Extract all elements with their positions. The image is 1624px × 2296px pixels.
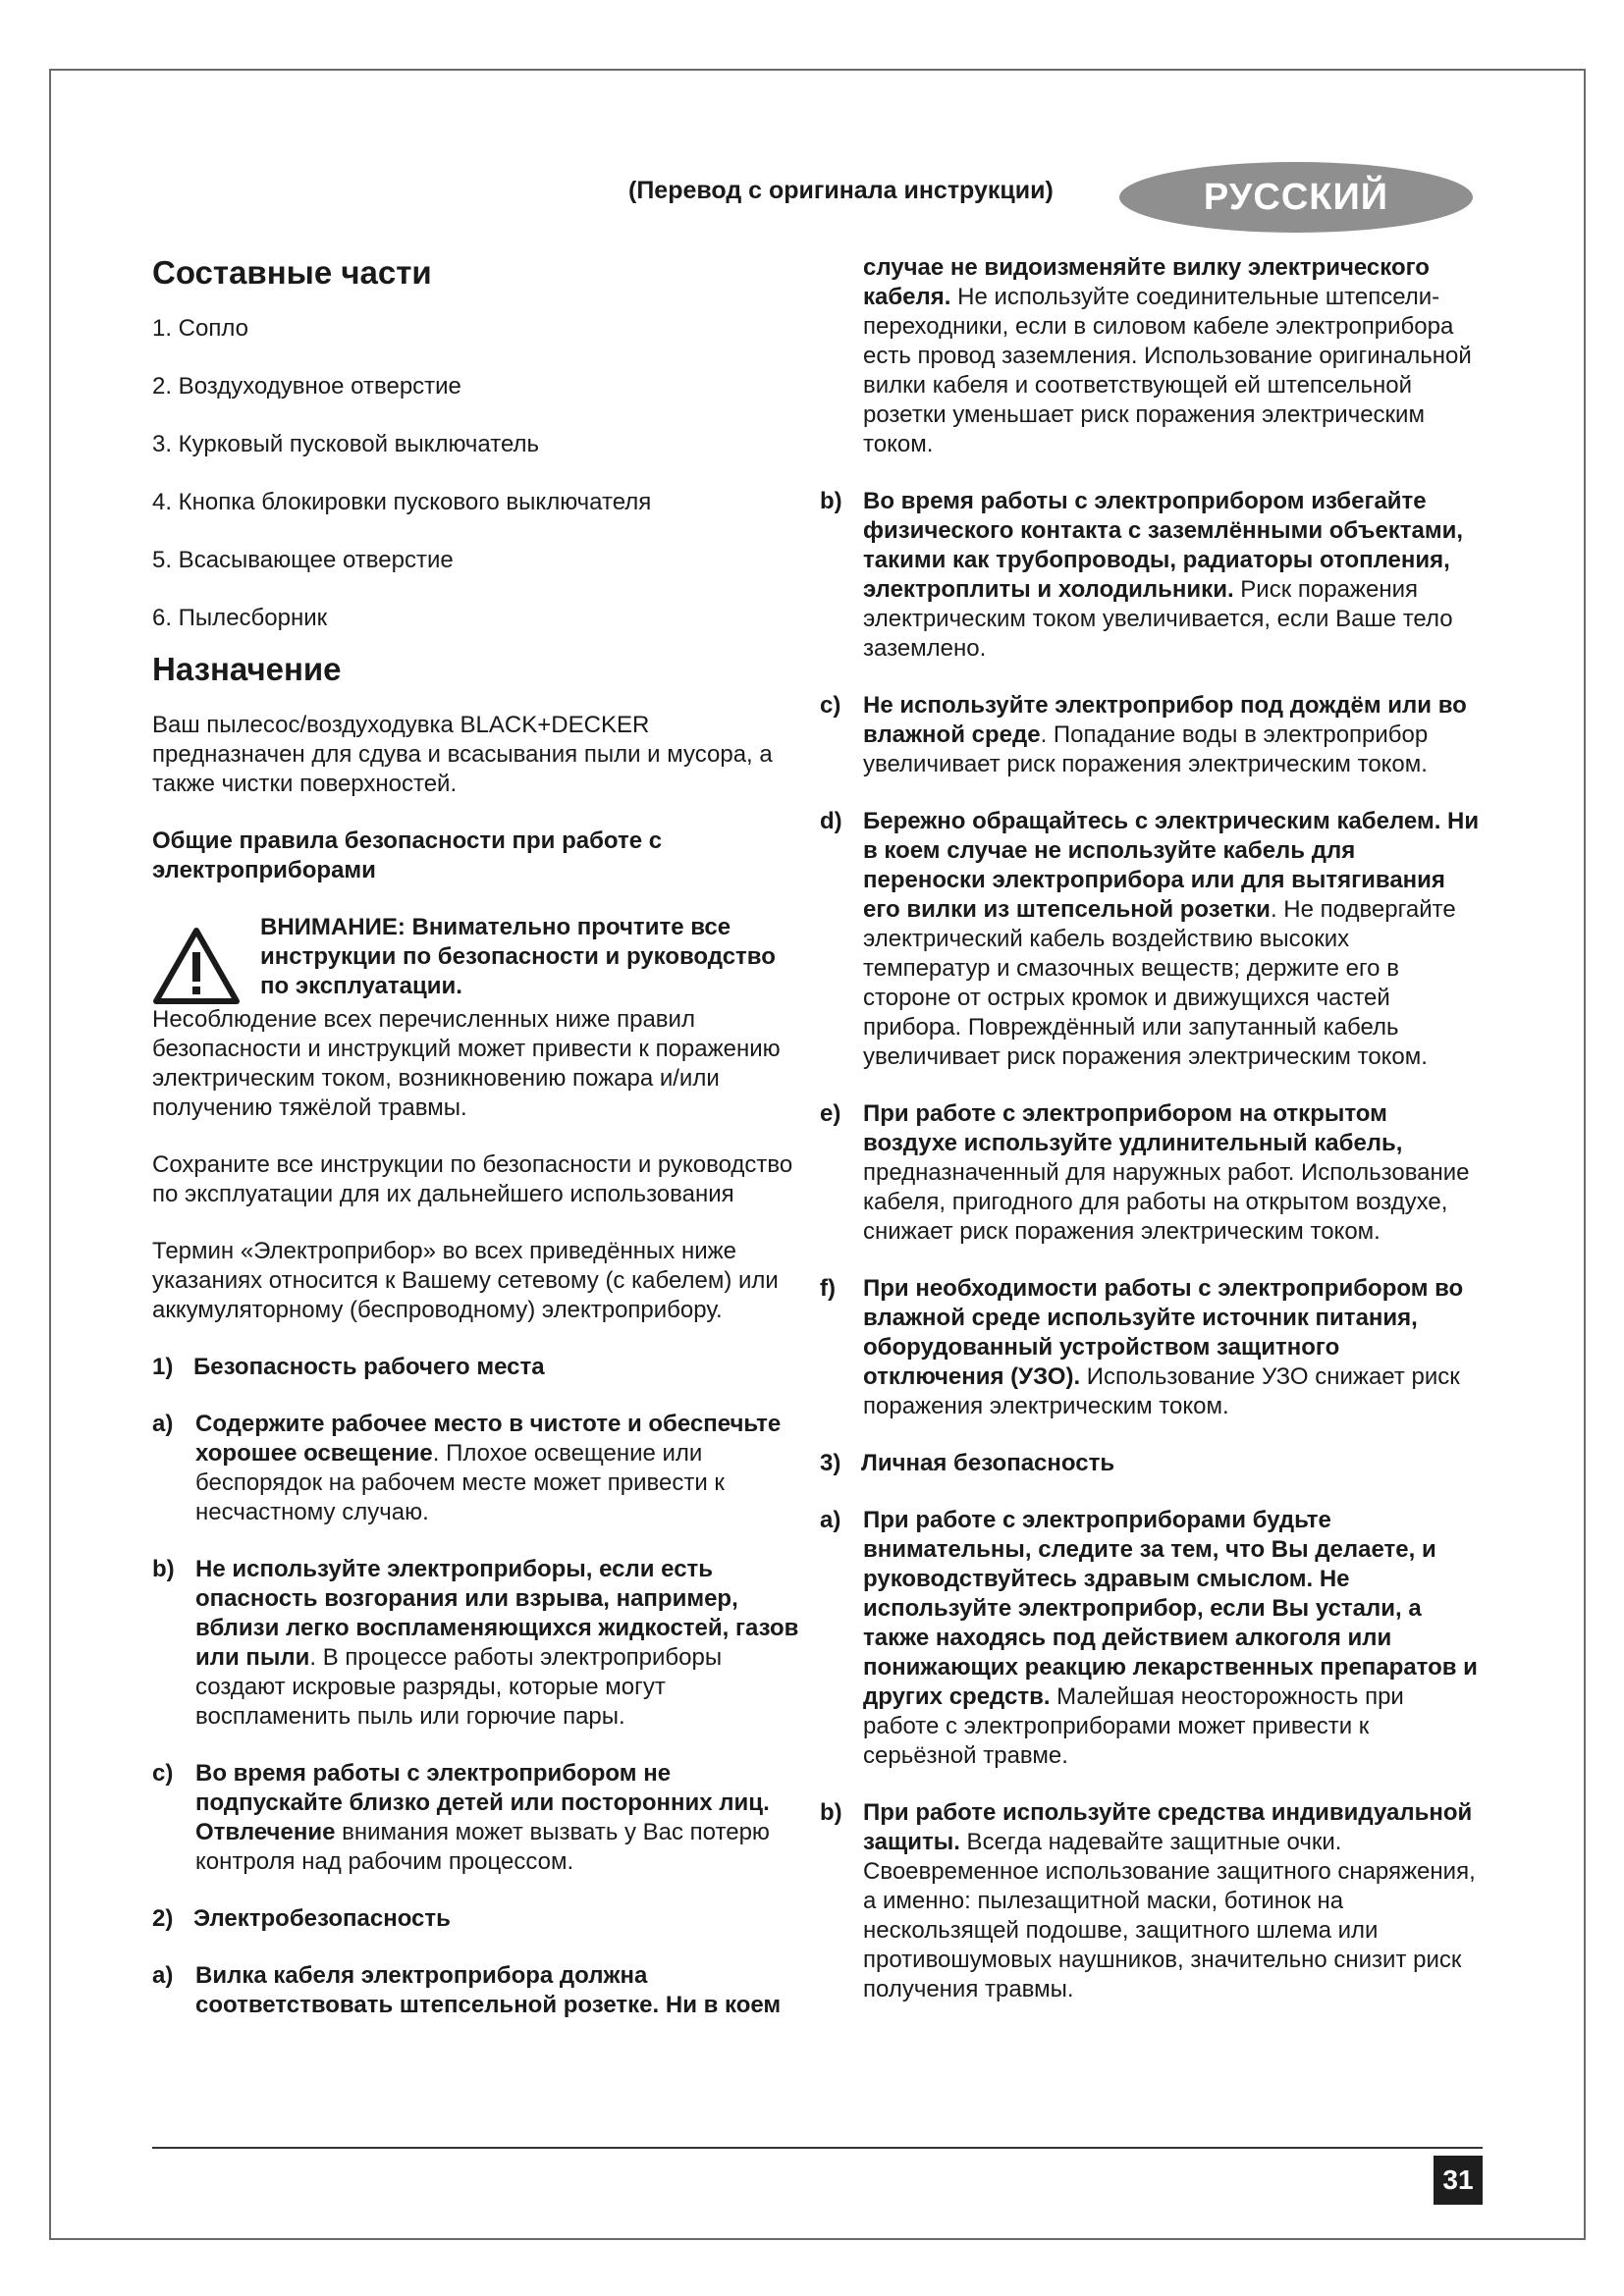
- rule-label: f): [820, 1275, 836, 1302]
- rule-bold: При необходимости работы с электроприбором во влажной среде используйте источник питания, оборудованный устройством защитного отключения (УЗО).: [863, 1275, 1464, 1390]
- rule-label: a): [820, 1507, 841, 1533]
- left-column: [152, 253, 800, 2048]
- rule-bold: случае не видоизменяйте вилку электрического кабеля.: [863, 254, 1430, 310]
- rule-item: [152, 1555, 800, 1732]
- list-item: 6. Пылесборник: [152, 605, 328, 631]
- rule-label: b): [820, 1799, 842, 1826]
- warning-block: [152, 913, 800, 1005]
- rule-text: предназначенный для наружных работ. Использование кабеля, пригодного для работы на открытом воздухе, снижает риск поражения электрическим током.: [863, 1159, 1470, 1245]
- rule-item: [820, 691, 1483, 779]
- rule-item: [152, 1759, 800, 1877]
- rule-bold: При работе с электроприбором на открытом воздухе используйте удлинительный кабель,: [863, 1100, 1403, 1156]
- rule-label: d): [820, 808, 842, 834]
- parts-list: [152, 314, 800, 633]
- right-column: [820, 253, 1483, 2032]
- rule-item: [820, 807, 1483, 1072]
- rule-bold: При работе используйте средства индивидуальной защиты.: [863, 1799, 1473, 1855]
- rule-label: c): [152, 1760, 174, 1787]
- rule-text: . Не подвергайте электрический кабель воздействию высоких температур и смазочных веществ; держите его в стороне от острых кромок и движущихся частей прибора. Повреждённый или запутанный кабель увеличивает риск поражения электрическим током.: [863, 896, 1456, 1070]
- rule-text: Риск поражения электрическим током увеличивается, если Ваше тело заземлено.: [863, 576, 1453, 662]
- rule-text: . В процессе работы электроприборы создают искровые разряды, которые могут воспламенить пыль или горючие пары.: [195, 1644, 723, 1730]
- rule-text: . Попадание воды в электроприбор увеличивает риск поражения электрическим током.: [863, 721, 1429, 777]
- footer-divider: [152, 2147, 1483, 2149]
- section-title: Личная безопасность: [861, 1450, 1115, 1476]
- rule-label: b): [152, 1556, 175, 1582]
- rule-item: [820, 1798, 1483, 2004]
- parts-heading: Составные части: [152, 254, 432, 291]
- section-title: Безопасность рабочего места: [193, 1354, 545, 1380]
- rule-text: Использование УЗО снижает риск поражения электрическим током.: [863, 1363, 1460, 1419]
- list-item: 3. Курковый пусковой выключатель: [152, 431, 540, 457]
- rule-label: b): [820, 488, 842, 514]
- rule-item: [820, 1099, 1483, 1247]
- warning-text: ВНИМАНИЕ: Внимательно прочтите все инструкции по безопасности и руководство по эксплуатации.: [260, 914, 776, 999]
- list-item: 2. Воздуходувное отверстие: [152, 373, 461, 400]
- rule-bold: Во время работы с электроприбором избегайте физического контакта с заземлёнными объектами, такими как трубопроводы, радиаторы отопления, электроплиты и холодильники.: [863, 488, 1464, 603]
- rule-item: [820, 487, 1483, 664]
- list-item: 5. Всасывающее отверстие: [152, 547, 454, 573]
- purpose-text: Ваш пылесос/воздуходувка BLACK+DECKER предназначен для сдува и всасывания пыли и мусора, а также чистки поверхностей.: [152, 712, 773, 797]
- rule-bold: При работе с электроприборами будьте внимательны, следите за тем, что Вы делаете, и руководствуйтесь здравым смыслом. Не используйте электроприбор, если Вы устали, а также находясь под действием алкоголя или понижающих реакцию лекарственных препаратов и других средств.: [863, 1507, 1478, 1710]
- warning-triangle-icon: [152, 927, 241, 1005]
- rule-label: a): [152, 1411, 174, 1437]
- safety-heading: Общие правила безопасности при работе с электроприборами: [152, 828, 663, 883]
- section-heading-electrical: [152, 1904, 800, 1934]
- rule-label: e): [820, 1100, 841, 1127]
- list-item: 1. Сопло: [152, 315, 248, 342]
- rule-text: Не используйте соединительные штепсели-переходники, если в силовом кабеле электроприбора есть провод заземления. Использование оригинальной вилки кабеля и соответствующей ей штепсельной розетки уменьшает риск поражения электрическим током.: [863, 284, 1472, 457]
- rule-label: c): [820, 692, 841, 719]
- rule-item: [820, 1506, 1483, 1771]
- rule-bold: Во время работы с электроприбором не подпускайте близко детей или посторонних лиц. Отвлечение: [195, 1760, 770, 1845]
- section-title: Электробезопасность: [193, 1905, 451, 1932]
- rule-bold: Вилка кабеля электроприбора должна соответствовать штепсельной розетке. Ни в коем: [195, 1962, 782, 2018]
- rule-item: [152, 1961, 800, 2020]
- purpose-heading: Назначение: [152, 651, 342, 687]
- rule-bold: Бережно обращайтесь с электрическим кабелем. Ни в коем случае не используйте кабель для переноски электроприбора или для вытягивания его вилки из штепсельной розетки: [863, 808, 1480, 923]
- rule-text: Всегда надевайте защитные очки. Своевременное использование защитного снаряжения, а именно: пылезащитной маски, ботинок на нескользящей подошве, защитного шлема или противошумовых наушников, значительно снизит риск получения травмы.: [863, 1829, 1476, 2002]
- section-heading-work-area: [152, 1353, 800, 1382]
- rule-text: . Плохое освещение или беспорядок на рабочем месте может привести к несчастному случаю.: [195, 1440, 725, 1525]
- rule-bold: Не используйте электроприборы, если есть опасность возгорания или взрыва, например, вблизи легко воспламеняющихся жидкостей, газов или пыли: [195, 1556, 799, 1671]
- rule-bold: Содержите рабочее место в чистоте и обеспечьте хорошее освещение: [195, 1411, 782, 1467]
- rule-text: Малейшая неосторожность при работе с электроприборами может привести к серьёзной травме.: [863, 1683, 1404, 1769]
- section-number: 1): [152, 1354, 174, 1380]
- section-number: 2): [152, 1905, 174, 1932]
- rule-bold: Не используйте электроприбор под дождём или во влажной среде: [863, 692, 1467, 748]
- rule-item: [152, 1410, 800, 1527]
- rule-item-continued: [820, 253, 1483, 459]
- keep-instructions-text: Сохраните все инструкции по безопасности и руководство по эксплуатации для их дальнейшего использования: [152, 1151, 793, 1207]
- section-number: 3): [820, 1450, 841, 1476]
- section-heading-personal: [820, 1449, 1483, 1478]
- language-badge: РУССКИЙ: [1119, 162, 1473, 233]
- translation-note: (Перевод с оригинала инструкции): [628, 177, 1054, 204]
- rule-item: [820, 1274, 1483, 1421]
- page-number: 31: [1434, 2156, 1483, 2205]
- term-definition-text: Термин «Электроприбор» во всех приведённых ниже указаниях относится к Вашему сетевому (с кабелем) или аккумуляторному (беспроводному) электроприбору.: [152, 1238, 779, 1323]
- list-item: 4. Кнопка блокировки пускового выключателя: [152, 489, 652, 515]
- warning-consequence: Несоблюдение всех перечисленных ниже правил безопасности и инструкций может привести к поражению электрическим током, возникновению пожара и/или получению тяжёлой травмы.: [152, 1006, 781, 1121]
- rule-text: внимания может вызвать у Вас потерю контроля над рабочим процессом.: [195, 1819, 770, 1875]
- rule-label: a): [152, 1962, 174, 1989]
